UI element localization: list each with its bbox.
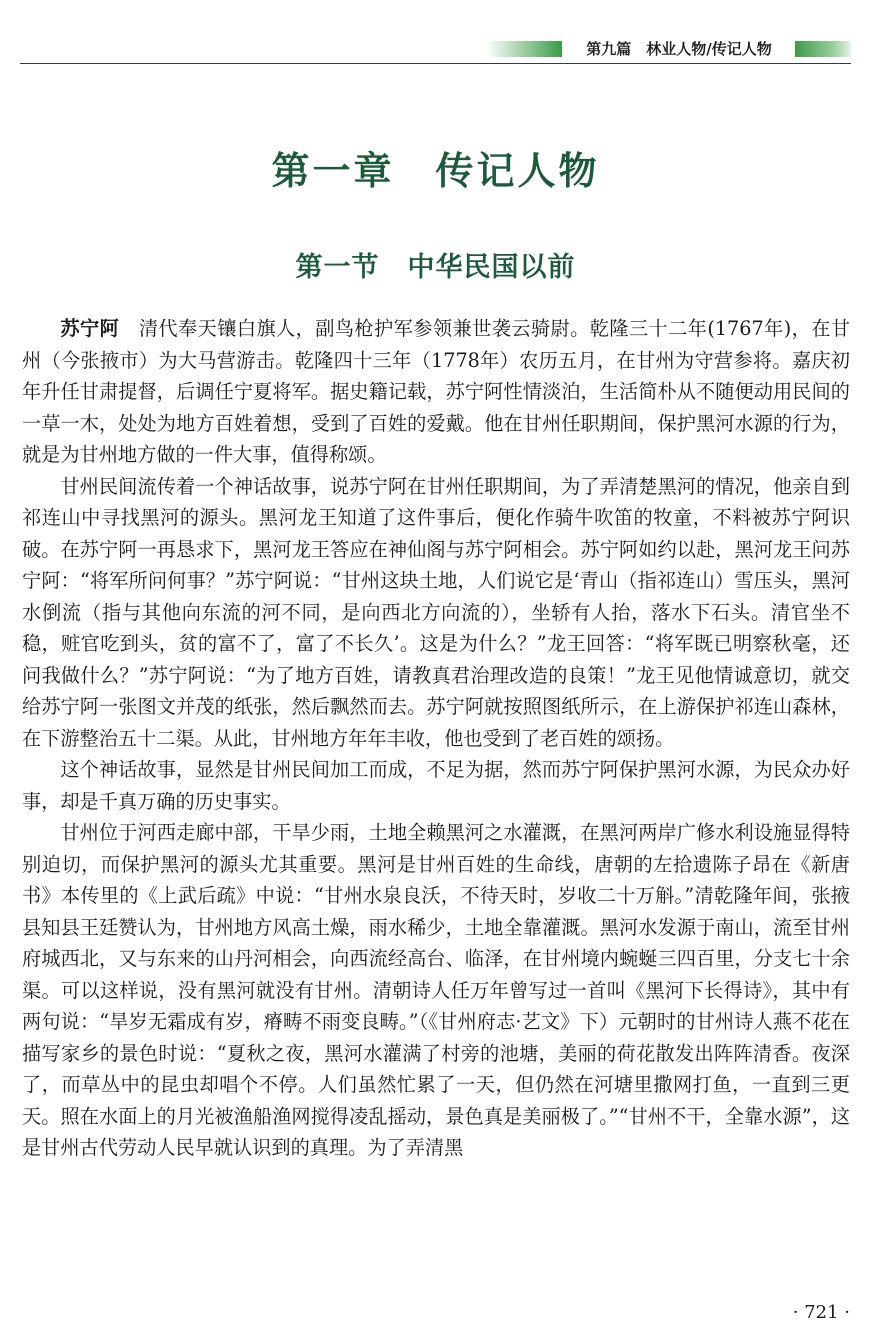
running-header-title: 第九篇 林业人物/传记人物 xyxy=(586,40,772,58)
biography-name: 苏宁阿 xyxy=(60,317,120,340)
paragraph-1 xyxy=(22,313,850,471)
paragraph-1-text: 清代奉天镶白旗人，副鸟枪护军参领兼世袭云骑尉。乾隆三十二年(1767年)，在甘州（今张掖市）为大马营游击。乾隆四十三年（1778年）农历五月，在甘州为守营参将。嘉庆初年升任甘肃提督，后调任宁夏将军。据史籍记载，苏宁阿性情淡泊，生活简朴从不随便动用民间的一草一木，处处为地方百姓着想，受到了百姓的爱戴。他在甘州任职期间，保护黑河水源的行为，就是为甘州地方做的一件大事，值得称颂。 xyxy=(22,317,851,466)
paragraph-2: 甘州民间流传着一个神话故事，说苏宁阿在甘州任职期间，为了弄清楚黑河的情况，他亲自到祁连山中寻找黑河的源头。黑河龙王知道了这件事后，便化作骑牛吹笛的牧童，不料被苏宁阿识破。在苏宁阿一再恳求下，黑河龙王答应在神仙阁与苏宁阿相会。苏宁阿如约以赴，黑河龙王问苏宁阿：“将军所问何事？”苏宁阿说：“甘州这块土地，人们说它是‘青山（指祁连山）雪压头，黑河水倒流（指与其他向东流的河不同，是向西北方向流的），坐轿有人抬，落水下石头。清官坐不稳，赃官吃到头，贫的富不了，富了不长久’。这是为什么？”龙王回答：“将军既已明察秋毫，还问我做什么？”苏宁阿说：“为了地方百姓，请教真君治理改造的良策！”龙王见他情诚意切，就交给苏宁阿一张图文并茂的纸张，然后飘然而去。苏宁阿就按照图纸所示，在上游保护祁连山森林，在下游整治五十二渠。从此，甘州地方年年丰收，他也受到了老百姓的颂扬。 xyxy=(22,474,850,750)
header-decor-bar-right xyxy=(795,41,851,57)
section-title: 第一节 中华民国以前 xyxy=(295,252,576,283)
chapter-title: 第一章 传记人物 xyxy=(271,149,600,193)
running-header xyxy=(20,38,851,64)
paragraph-4: 甘州位于河西走廊中部，干旱少雨，土地全赖黑河之水灌溉，在黑河两岸广修水利设施显得特别迫切，而保护黑河的源头尤其重要。黑河是甘州百姓的生命线，唐朝的左拾遗陈子昂在《新唐书》本传里的《上武后疏》中说：“甘州水泉良沃，不待天时，岁收二十万斛。”清乾隆年间，张掖县知县王廷赞认为，甘州地方风高土燥，雨水稀少，土地全靠灌溉。黑河水发源于南山，流至甘州府城西北，又与东来的山丹河相会，向西流经高台、临泽，在甘州境内蜿蜒三四百里，分支七十余渠。可以这样说，没有黑河就没有甘州。清朝诗人任万年曾写过一首叫《黑河下长得诗》，其中有两句说：“旱岁无霜成有岁，瘠畴不雨变良畴。”（《甘州府志·艺文》下）元朝时的甘州诗人燕不花在描写家乡的景色时说：“夏秋之夜，黑河水灌满了村旁的池塘，美丽的荷花散发出阵阵清香。夜深了，而草丛中的昆虫却唱个不停。人们虽然忙累了一天，但仍然在河塘里撒网打鱼，一直到三更天。照在水面上的月光被渔船渔网搅得凌乱摇动，景色真是美丽极了。”“甘州不干，全靠水源”，这是甘州古代劳动人民早就认识到的真理。为了弄清黑 xyxy=(22,821,850,1159)
paragraph-3: 这个神话故事，显然是甘州民间加工而成，不足为据，然而苏宁阿保护黑河水源，为民众办好事，却是千真万确的历史事实。 xyxy=(22,758,850,813)
header-decor-bar-left xyxy=(486,41,562,57)
page-number: · 721 · xyxy=(792,1302,850,1323)
body-text xyxy=(22,313,850,1164)
